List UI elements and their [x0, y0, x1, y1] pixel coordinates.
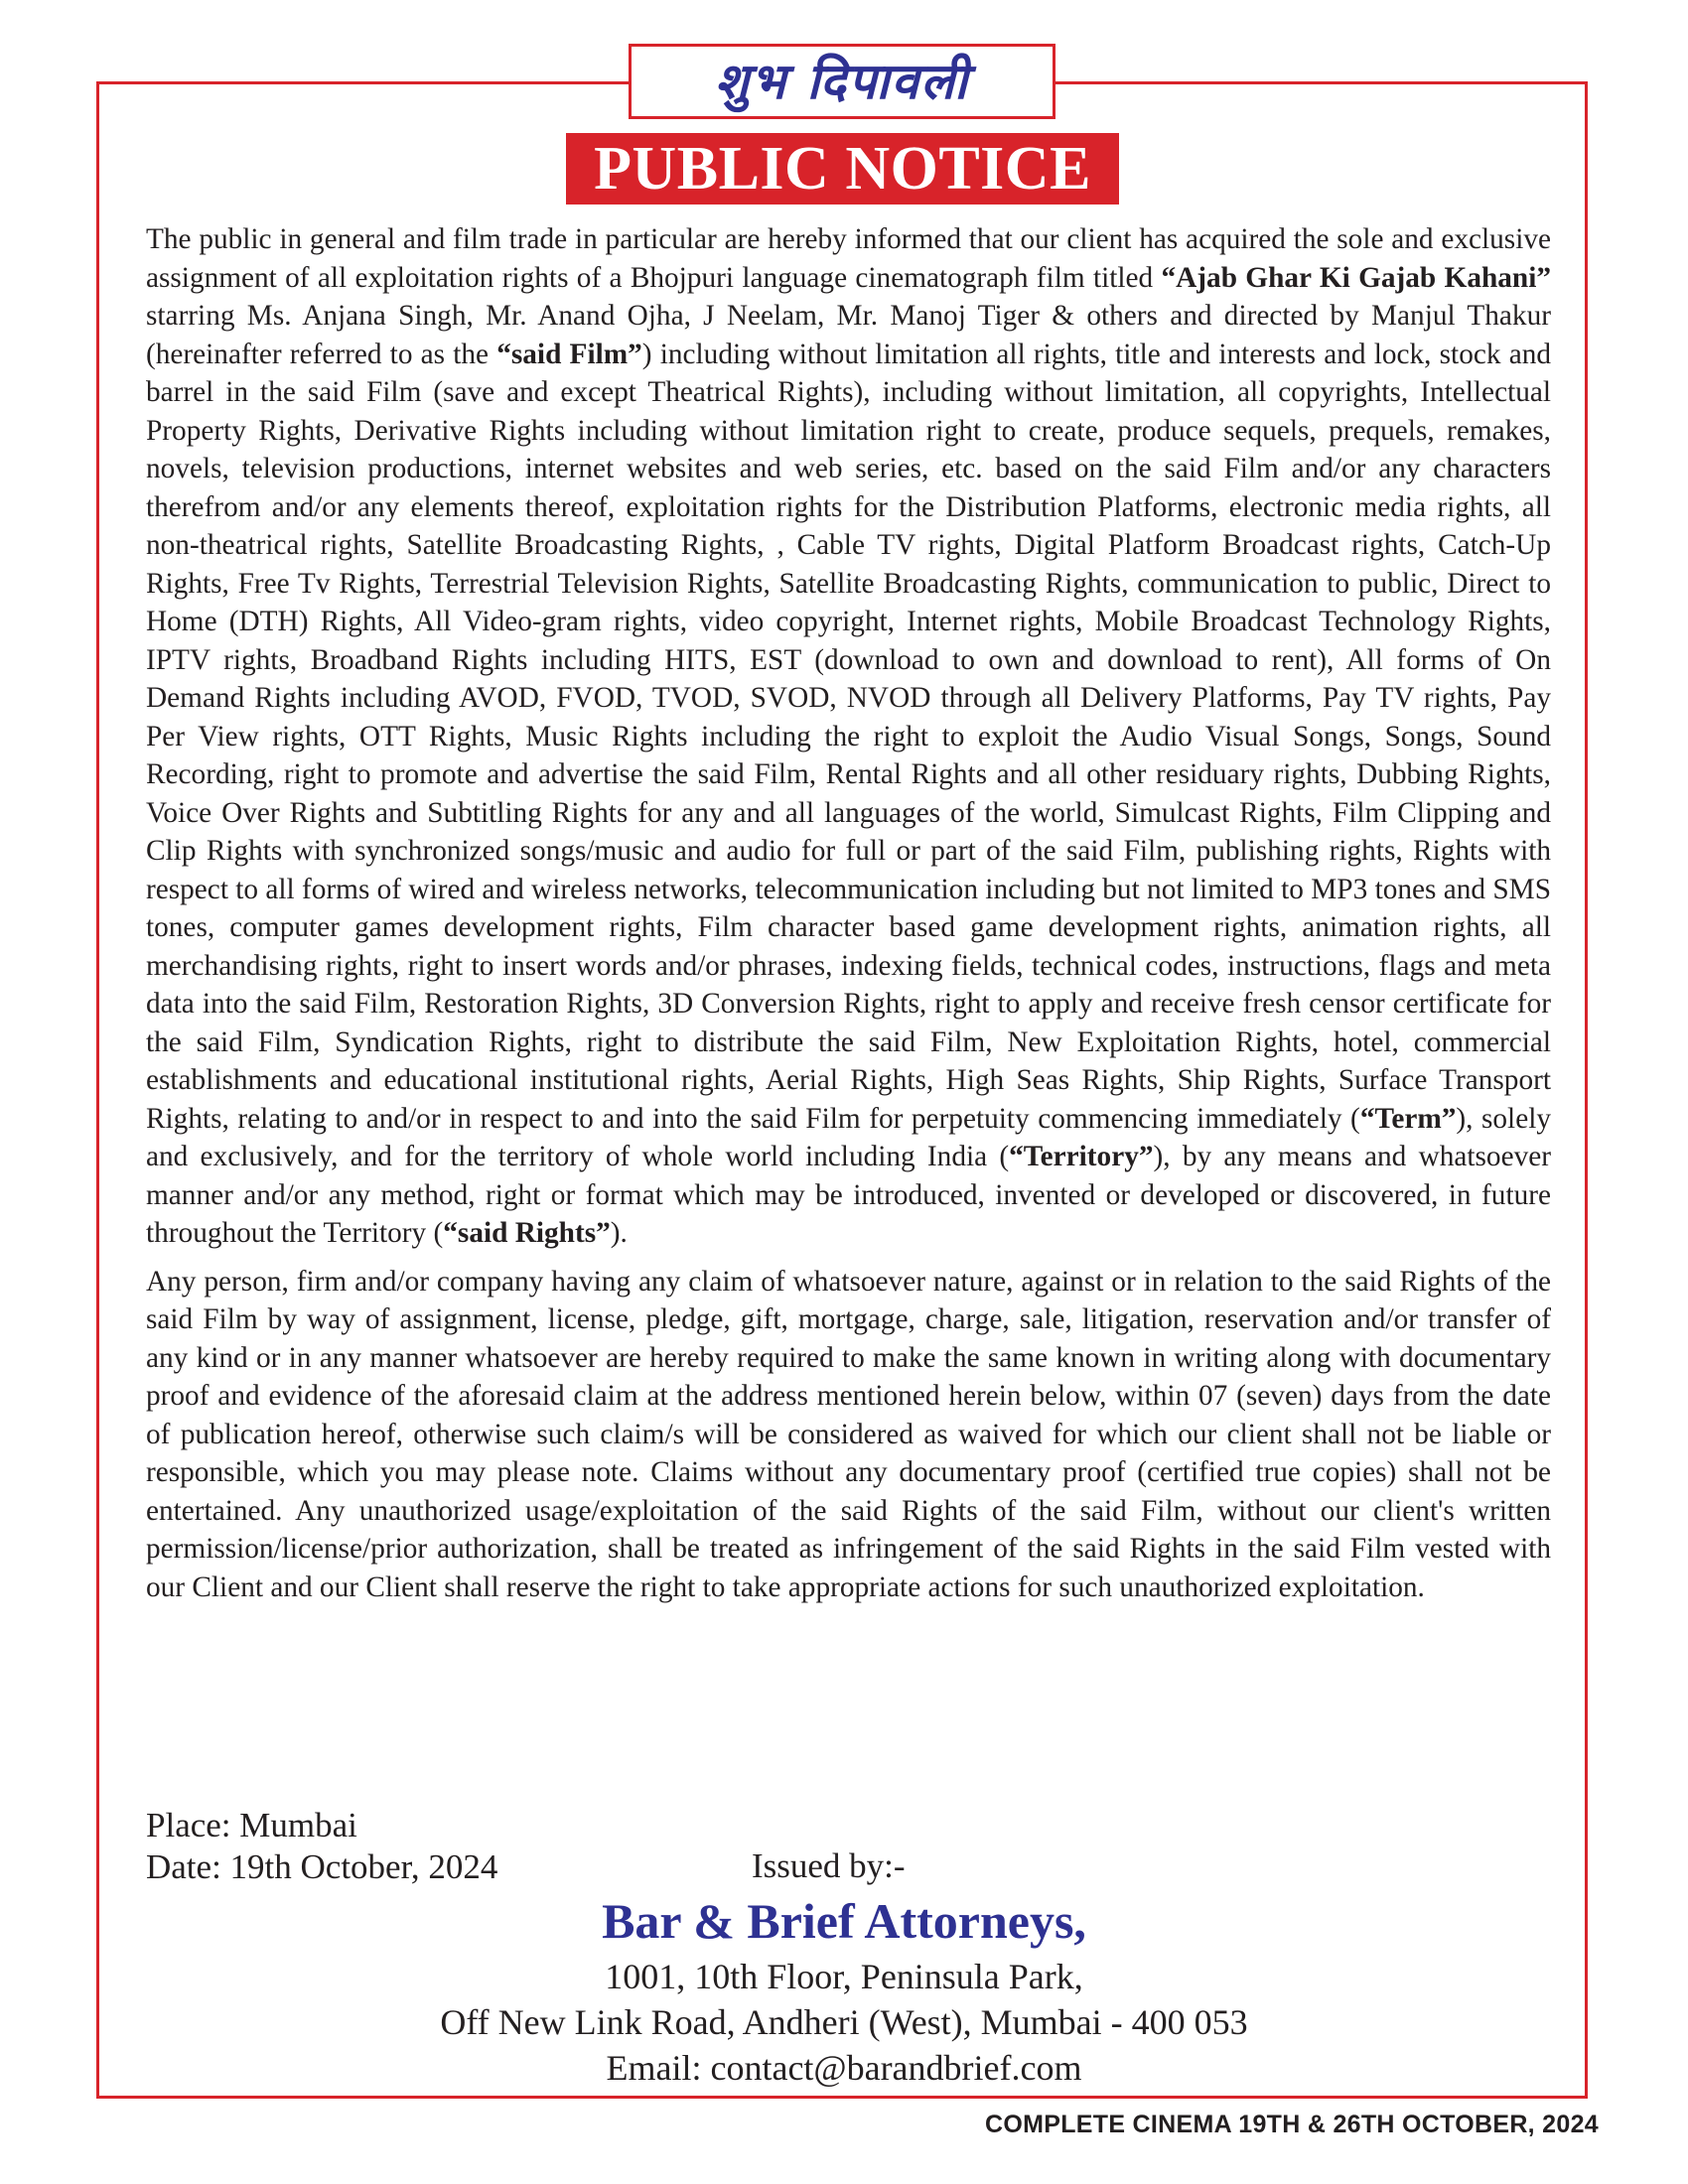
bold-term: “said Film” — [496, 338, 642, 370]
date-text: Date: 19th October, 2024 — [146, 1847, 498, 1886]
text-run: ), solely and exclusively, and for the territory of whole world including India ( — [146, 1102, 1551, 1172]
firm-name: Bar & Brief Attorneys, — [602, 1893, 1086, 1949]
text-run: ), by any means and whatsoever manner and/or any method, right or format which may be introduced, invented or developed or discovered, in future throughout the Territory ( — [146, 1141, 1551, 1249]
page-title: PUBLIC NOTICE — [594, 135, 1091, 203]
greeting-text: शुभ दिपावली — [714, 53, 970, 110]
issued-by-label: Issued by:- — [752, 1846, 906, 1885]
notice-body — [146, 220, 1551, 1606]
bold-term: “Territory” — [1009, 1141, 1154, 1172]
address-line-2: Off New Link Road, Andheri (West), Mumbai - 400 053 — [440, 2002, 1248, 2042]
place-date-block — [146, 1805, 497, 1888]
email-text: Email: contact@barandbrief.com — [606, 2048, 1082, 2088]
text-run: ). — [610, 1217, 628, 1249]
bold-term: “said Rights” — [443, 1217, 611, 1249]
address-line-1: 1001, 10th Floor, Peninsula Park, — [605, 1957, 1083, 1996]
notice-paragraph-rights — [146, 220, 1551, 1253]
title-banner — [566, 133, 1119, 205]
bold-term: “Term” — [1359, 1102, 1457, 1135]
firm-address — [0, 1954, 1688, 2091]
text-run: ) including without limitation all rights, title and interests and lock, stock and barrel in the said Film (save and except Theatrical Rights), including without limitation, all copyrights, Intellectual Property Rights, Derivative Rights including without limitation right to create, produce sequels, prequels, remakes, novels, television productions, internet websites and web series, etc. based on the said Film and/or any characters therefrom and/or any elements thereof, exploitation rights for the Distribution Platforms, electronic media rights, all non-theatrical rights, Satellite Broadcasting Rights, , Cable TV rights, Digital Platform Broadcast rights, Catch-Up Rights, Free Tv Rights, Terrestrial Television Rights, Satellite Broadcasting Rights, communication to public, Direct to Home (DTH) Rights, All Video-gram rights, video copyright, Internet rights, Mobile Broadcast Technology Rights, IPTV rights, Broadband Rights including HITS, EST (download to own and download to rent), All forms of On Demand Rights including AVOD, FVOD, TVOD, SVOD, NVOD through all Delivery Platforms, Pay TV rights, Pay Per View rights, OTT Rights, Music Rights including the right to exploit the Audio Visual Songs, Songs, Sound Recording, right to promote and advertise the said Film, Rental Rights and all other residuary rights, Dubbing Rights, Voice Over Rights and Subtitling Rights for any and all languages of the world, Simulcast Rights, Film Clipping and Clip Rights with synchronized songs/music and audio for full or part of the said Film, publishing rights, Rights with respect to all forms of wired and wireless networks, telecommunication including but not limited to MP3 tones and SMS tones, computer games development rights, Film character based game development rights, animation rights, all merchandising rights, right to insert words and/or phrases, indexing fields, technical codes, instructions, flags and meta data into the said Film, Restoration Rights, 3D Conversion Rights, right to apply and receive fresh censor certificate for the said Film, Syndication Rights, right to distribute the said Film, New Exploitation Rights, hotel, commercial establishments and educational institutional rights, Aerial Rights, High Seas Rights, Ship Rights, Surface Transport Rights, relating to and/or in respect to and into the said Film for perpetuity commencing immediately ( — [146, 338, 1551, 1135]
notice-paragraph-claims: Any person, firm and/or company having any claim of whatsoever nature, against or in relation to the said Rights of the said Film by way of assignment, license, pledge, gift, mortgage, charge, sale, litigation, reservation and/or transfer of any kind or in any manner whatsoever are hereby required to make the same known in writing along with documentary proof and evidence of the aforesaid claim at the address mentioned herein below, within 07 (seven) days from the date of publication hereof, otherwise such claim/s will be considered as waived for which our client shall not be liable or responsible, which you may please note. Claims without any documentary proof (certified true copies) shall not be entertained. Any unauthorized usage/exploitation of the said Rights of the said Film, without our client's written permission/license/prior authorization, shall be treated as infringement of the said Rights in the said Film vested with our Client and our Client shall reserve the right to take appropriate actions for such unauthorized exploitation. — [146, 1265, 1551, 1603]
text-run: starring Ms. Anjana Singh, Mr. Anand Ojha, J Neelam, Mr. Manoj Tiger & others and directed by Manjul Thakur (hereinafter referred to as the — [146, 300, 1551, 370]
bold-term: “Ajab Ghar Ki Gajab Kahani” — [1161, 261, 1551, 294]
footer-publication: COMPLETE CINEMA 19TH & 26TH OCTOBER, 2024 — [985, 2111, 1599, 2138]
text-run: The public in general and film trade in particular are hereby informed that our client has acquired the sole and exclusive assignment of all exploitation rights of a Bhojpuri language cinematograph film titled — [146, 223, 1551, 294]
greeting-banner — [629, 44, 1055, 119]
place-text: Place: Mumbai — [146, 1806, 357, 1844]
